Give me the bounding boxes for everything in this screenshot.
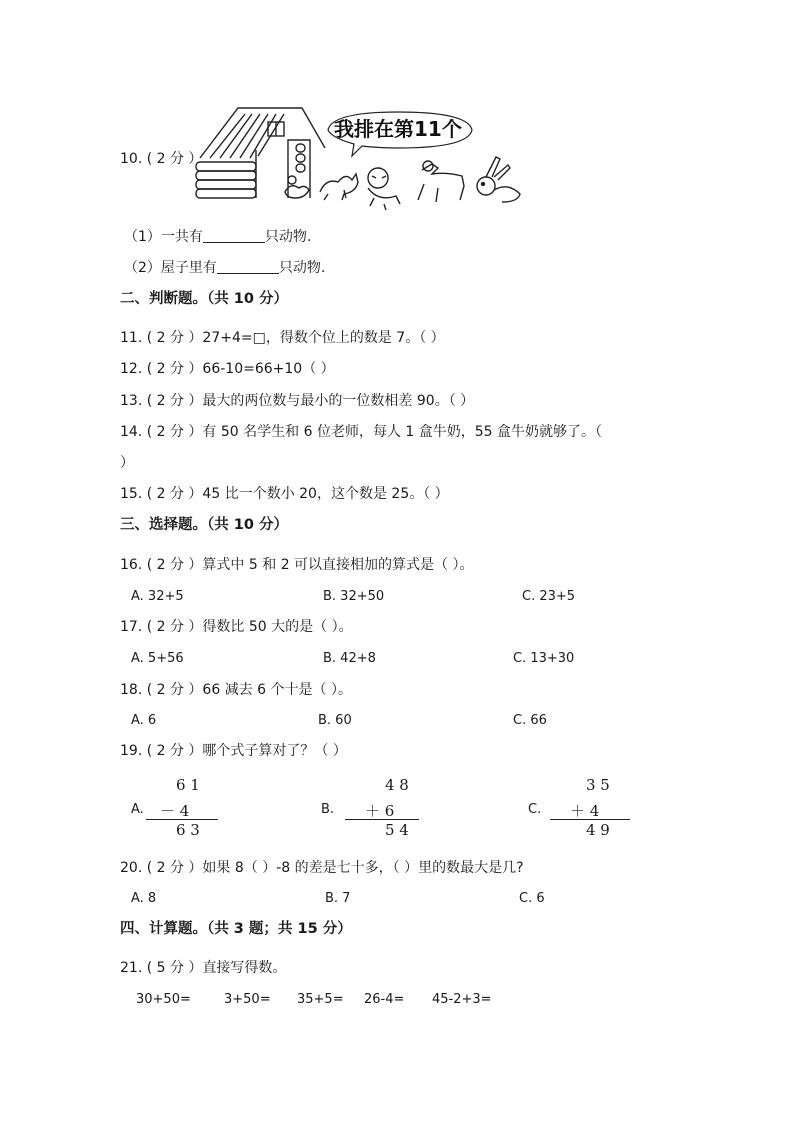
c-operator-line: ＋ 4	[570, 802, 600, 820]
question-21: 21. ( 5 分 ）直接写得数。	[120, 960, 287, 976]
calc-item-1[interactable]: 30+50=	[136, 992, 191, 1007]
section-title-calculation: 四、计算题。（共 3 题；共 15 分）	[120, 921, 352, 937]
q16-option-a[interactable]: A. 32+5	[131, 589, 184, 604]
q17-option-b[interactable]: B. 42+8	[323, 651, 376, 666]
b-result-bar	[345, 819, 419, 820]
calc-item-5[interactable]: 45-2+3=	[432, 992, 492, 1007]
q19-option-c-label[interactable]: C.	[528, 802, 542, 817]
speech-bubble-text: 我排在第11个	[334, 117, 462, 141]
calc-item-2[interactable]: 3+50=	[224, 992, 271, 1007]
section-title-multiple-choice: 三、选择题。（共 10 分）	[120, 517, 289, 533]
section-title-true-false: 二、判断题。（共 10 分）	[120, 291, 289, 307]
q10-sub2-prefix: （2）屋子里有	[124, 260, 217, 276]
b-top-number: 4 8	[385, 776, 409, 794]
q20-option-a[interactable]: A. 8	[131, 891, 157, 906]
q17-option-a[interactable]: A. 5+56	[131, 651, 184, 666]
question-17: 17. ( 2 分 ）得数比 50 大的是（ ）。	[120, 619, 353, 635]
calc-item-3[interactable]: 35+5=	[297, 992, 344, 1007]
question-18: 18. ( 2 分 ）66 减去 6 个十是（ ）。	[120, 682, 352, 698]
question-16: 16. ( 2 分 ）算式中 5 和 2 可以直接相加的算式是（ ）。	[120, 557, 474, 573]
q19-option-b-label[interactable]: B.	[321, 802, 335, 817]
q10-sub2-suffix: 只动物.	[278, 260, 326, 276]
a-operator-line: － 4	[160, 802, 190, 820]
q16-option-b[interactable]: B. 32+50	[323, 589, 385, 604]
a-result-bar	[146, 819, 218, 820]
house-and-animals-illustration	[190, 100, 540, 210]
b-operator-line: ＋ 6	[365, 802, 395, 820]
q19-option-a-label[interactable]: A.	[131, 802, 144, 817]
q20-option-c[interactable]: C. 6	[519, 891, 545, 906]
q16-option-c[interactable]: C. 23+5	[522, 589, 576, 604]
q18-option-c[interactable]: C. 66	[513, 713, 547, 728]
question-12: 12. ( 2 分 ）66-10=66+10（ ）	[120, 361, 335, 377]
q10-sub1-suffix: 只动物.	[264, 229, 312, 245]
b-result: 5 4	[385, 821, 409, 839]
answer-blank[interactable]	[217, 259, 279, 274]
q10-sub1	[124, 228, 311, 246]
q19-option-b-vertical[interactable]	[345, 776, 425, 846]
q20-option-b[interactable]: B. 7	[325, 891, 351, 906]
question-20: 20. ( 2 分 ）如果 8（ ）-8 的差是七十多，（ ）里的数最大是几?	[120, 860, 524, 876]
q17-option-c[interactable]: C. 13+30	[513, 651, 575, 666]
q18-option-a[interactable]: A. 6	[131, 713, 157, 728]
a-top-number: 6 1	[176, 776, 200, 794]
q19-option-a-vertical[interactable]	[146, 776, 226, 846]
question-15: 15. ( 2 分 ）45 比一个数小 20，这个数是 25。（ ）	[120, 486, 449, 502]
q10-sub1-prefix: （1）一共有	[124, 229, 203, 245]
question-19: 19. ( 2 分 ）哪个式子算对了？（ ）	[120, 743, 347, 759]
q10-sub2	[124, 259, 325, 277]
question-14-continued: ）	[120, 455, 134, 471]
answer-blank[interactable]	[203, 228, 265, 243]
question-11: 11. ( 2 分 ）27+4=□，得数个位上的数是 7。（ ）	[120, 330, 445, 346]
calc-item-4[interactable]: 26-4=	[364, 992, 405, 1007]
a-result: 6 3	[176, 821, 200, 839]
q10-label: 10. ( 2 分 ）	[120, 151, 203, 167]
question-14: 14. ( 2 分 ）有 50 名学生和 6 位老师，每人 1 盒牛奶，55 盒牛奶就够了。（	[120, 424, 603, 440]
q19-option-c-vertical[interactable]	[550, 776, 630, 846]
c-result: 4 9	[586, 821, 610, 839]
c-top-number: 3 5	[586, 776, 610, 794]
q18-option-b[interactable]: B. 60	[318, 713, 352, 728]
question-13: 13. ( 2 分 ）最大的两位数与最小的一位数相差 90。（ ）	[120, 393, 475, 409]
c-result-bar	[550, 819, 630, 820]
